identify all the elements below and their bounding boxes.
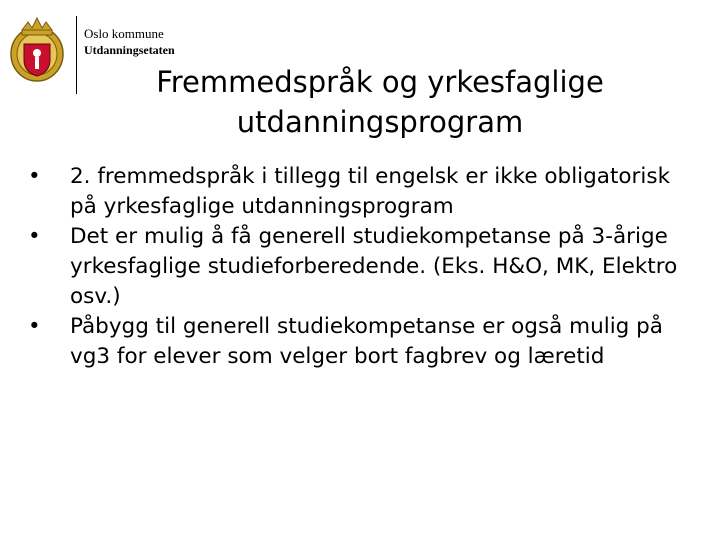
organization-block	[84, 26, 175, 58]
bullet-list	[20, 162, 700, 372]
bullet-text: 2. fremmedspråk i tillegg til engelsk er ikke obligatorisk på yrkesfaglige utdanningsprogram	[70, 164, 671, 219]
slide-title: Fremmedspråk og yrkesfaglige utdanningsprogram	[156, 65, 604, 139]
bullet-text: Det er mulig å få generell studiekompetanse på 3-årige yrkesfaglige studieforberedende. (Eks. H&O, MK, Elektro osv.)	[70, 224, 678, 309]
bullet-text: Påbygg til generell studiekompetanse er også mulig på vg3 for elever som velger bort fagbrev og læretid	[70, 314, 663, 369]
bullet-item	[20, 312, 700, 372]
bullet-item	[20, 162, 700, 222]
oslo-coat-of-arms-icon	[8, 14, 66, 84]
organization-name: Oslo kommune	[84, 26, 164, 41]
organization-unit: Utdanningsetaten	[84, 43, 175, 57]
bullet-icon: •	[28, 314, 41, 339]
bullet-item	[20, 222, 700, 312]
bullet-icon: •	[28, 224, 41, 249]
header-divider	[76, 16, 77, 94]
bullet-icon: •	[28, 164, 41, 189]
